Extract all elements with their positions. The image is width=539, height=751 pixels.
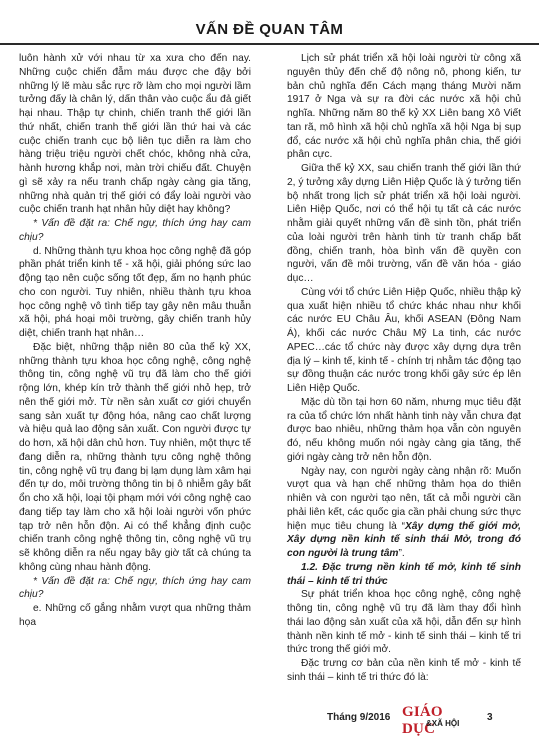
- right-paragraph-5-emphasis: Xây dựng thế giới mở, Xây dựng nền kinh tế sinh thái Mở, trong đó con người là trung tâm: [287, 520, 521, 559]
- page-number: 3: [487, 712, 493, 723]
- left-paragraph-d: d. Những thành tựu khoa học công nghệ đã góp phần phát triển kinh tế - xã hội, giải phóng sức lao động tạo nên cuộc sống tốt đẹp, ấm no hạnh phúc cho con người. Tuy nhiên, nhiều thành tựu khoa học công nghệ vô tình tiếp tay gây nên mâu thuẫn xã hội, phá hoại môi trường, gây chiến tranh hủy diệt, chiến tranh hạt nhân…: [19, 245, 251, 339]
- right-paragraph-1: Lịch sử phát triển xã hội loài người từ công xã nguyên thủy đến chế độ nông nô, phong kiến, tư bản chủ nghĩa đến Cách mạng tháng Mười năm 1917 ở Nga và sự ra đời các nước xã hội chủ nghĩa. Những năm 80 thế kỷ XX Liên bang Xô Viết tan rã, mô hình xã hội chủ nghĩa xã hội Nga bị sụp đổ, các nước xã hội chủ nghĩa phân chia, thế giới phân cực.: [287, 53, 521, 161]
- left-paragraph-e: e. Những cố gắng nhằm vượt qua những thảm họa: [19, 603, 251, 628]
- left-paragraph-1: luôn hành xử với nhau từ xa xưa cho đến nay. Những cuộc chiến đẫm máu được che đậy bởi những lý lẽ màu sắc rực rỡ làm cho mọi người lầm tưởng đấy là chân lý, dấn thân vào cuộc ẩu đả giết hại nhau. Thập tự chinh, chiến tranh thế giới lần thứ nhất, chiến tranh thế giới lần thứ hai và các cuộc chiến tranh cục bộ liên tục diễn ra làm cho hàng triệu triệu người chết chóc, không nhà cửa, hành hương khắp nơi, màn trời chiếu đất. Chuyện gì sẽ xảy ra nếu tranh chấp ngày càng gia tăng, những nhà quản trị thế giới có đẩy loài người vào cuộc chiến tranh hạt nhân hủy diệt hay không?: [19, 53, 251, 216]
- header-rule: [0, 43, 539, 45]
- left-column: [19, 52, 251, 630]
- right-paragraph-5: [287, 465, 521, 561]
- left-paragraph-special: Đặc biệt, những thập niên 80 của thế kỷ XX, những thành tựu khoa học công nghệ, công nghệ thông tin, công nghệ vũ trụ đã làm cho thế giới rộng lớn, khép kín trở thành thế giới nhỏ hẹp, trở nên thế giới mở. Từ nền sản xuất cơ giới chuyển sang sản xuất tự động hóa, nâng cao chất lượng và hiệu quả lao động sản xuất. Con người được tự do hơn, xã hội dân chủ hơn. Tuy nhiên, một thực tế đang diễn ra, những thành tựu công nghệ thông tin, công nghệ vũ trụ đang bị lạm dụng làm xâm hại đến tự do, môi trường thông tin bị ô nhiễm gây bất ổn cho xã hội, loại tội phạm mới với công nghệ cao đang tiếp tay làm cho xã hội loài người vốn phức tạp trở nên hỗn độn. Ai có thể khẳng định cuộc chiến tranh công nghệ thông tin, công nghệ vũ trụ sẽ không diễn ra nếu ngay bây giờ tất cả chúng ta không cùng nhau hành động.: [19, 341, 251, 573]
- right-paragraph-7: Sự phát triển khoa học công nghệ, công nghệ thông tin, công nghệ vũ trụ đã làm thay đổi hình thái lao động sản xuất của xã hội, dẫn đến sự hình thành nền kinh tế mở - kinh tế sinh thái – kinh tế tri thức trong thế giới mở.: [287, 589, 521, 656]
- right-paragraph-5-end: ”.: [398, 548, 405, 559]
- right-paragraph-5-text: Ngày nay, con người ngày càng nhận rõ: Muốn vượt qua và hạn chế những thảm họa do thiên nhiên và con người tạo nên, tất cả mỗi người cần phải liên kết, các quốc gia cần phải chung sức thực hiện mục tiêu chung là “: [287, 465, 521, 532]
- page-header: [0, 0, 539, 48]
- logo-subtitle: &XÃ HỘI: [426, 719, 460, 728]
- right-paragraph-3: Cùng với tổ chức Liên Hiệp Quốc, nhiều thập kỷ qua xuất hiện nhiều tổ chức khác nhau như khối các nước EU Châu Âu, khối ASEAN (Đông Nam Á), khối các nước Châu Mỹ La tinh, các nước APEC…các tổ chức này được xây dựng dựa trên địa lý – kinh tế, kinh tế - chính trị nhằm tác động tạo sự đồng thuận các nước trong khối gây sức ép lên Liên Hiệp Quốc.: [287, 286, 521, 394]
- magazine-logo: [402, 704, 472, 737]
- left-question-1: * Vấn đề đặt ra: Chế ngự, thích ứng hay cam chịu?: [19, 218, 251, 243]
- section-heading-1-2: 1.2. Đặc trưng nền kinh tế mở, kinh tế sinh thái – kinh tế tri thức: [287, 561, 521, 587]
- logo-title: GIÁO DỤC: [402, 704, 443, 737]
- right-paragraph-8: Đặc trưng cơ bản của nền kinh tế mở - kinh tế sinh thái – kinh tế tri thức đó là:: [287, 658, 521, 683]
- issue-date: Tháng 9/2016: [327, 712, 391, 723]
- right-paragraph-4: Mặc dù tồn tại hơn 60 năm, nhưng mục tiêu đặt ra của tổ chức lớn nhất hành tinh này vẫn chưa đạt được bao nhiêu, những thảm họa vẫn còn nguyên đó, nếu không muốn nói ngày càng gia tăng, thế giới ngày càng trở nên hỗn độn.: [287, 396, 521, 463]
- right-column: [287, 52, 521, 685]
- left-question-2: * Vấn đề đặt ra: Chế ngự, thích ứng hay cam chịu?: [19, 575, 251, 601]
- right-paragraph-2: Giữa thế kỷ XX, sau chiến tranh thế giới lần thứ 2, ý tưởng xây dựng Liên Hiệp Quốc là ý tưởng tiến bộ nhất trong lịch sử phát triển xã hội loài người. Liên Hiệp Quốc, nơi có thể hội tụ tất cả các nước nhằm giải quyết những vấn đề sinh tồn, phát triển của loài người trên hành tinh từ tranh chấp bất đồng, chiến tranh, hòa bình vấn đề quyền con người, vấn đề môi trường, vấn đề văn hóa - giáo dục…: [287, 163, 521, 284]
- page-footer: [0, 702, 539, 737]
- section-title: VẤN ĐỀ QUAN TÂM: [195, 21, 344, 38]
